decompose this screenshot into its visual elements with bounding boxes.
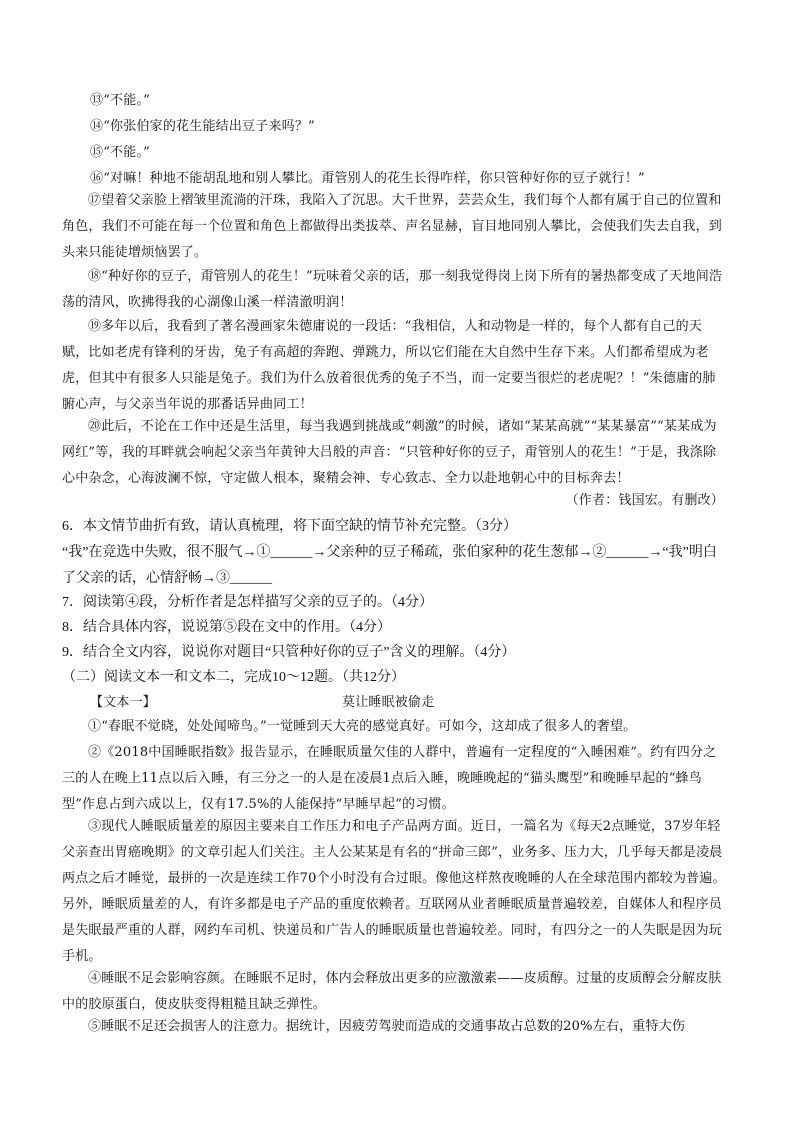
question-6-plot-chain: “我”在竞选中失败，很不服气→①______→父亲种的豆子稀疏，张伯家种的花生葱郁→②______→“我”明白了父亲的话，心情舒畅→③______: [62, 545, 717, 586]
paragraph-16: ⑯“对嘛！种地不能胡乱地和别人攀比。甭管别人的花生长得咋样，你只管种好你的豆子就行！”: [90, 171, 645, 186]
question-7: 7．阅读第④段，分析作者是怎样描写父亲的豆子的。（4分）: [62, 595, 433, 610]
text-1-paragraph-2: ②《2018中国睡眠指数》报告显示，在睡眠质量欠佳的人群中，普遍有一定程度的“入睡困难”。约有四分之三的人在晚上11点以后入睡，有三分之一的人是在凌晨1点后入睡，晚睡晚起的“猫头鹰型”和晚睡早起的“蜂鸟型”作息占到六成以上，仅有17.5%的人能保持“早睡早起”的习惯。: [62, 745, 717, 812]
text-1-paragraph-3: ③现代人睡眠质量差的原因主要来自工作压力和电子产品两方面。近日，一篇名为《每天2点睡觉，37岁年轻父亲查出胃癌晚期》的文章引起人们关注。主人公某某是有名的“拼命三郎”，业务多、压力大，几乎每天都是凌晨两点之后才睡觉，最拼的一次是连续工作70个小时没有合过眼。像他这样熬夜晚睡的人在全球范围内都较为普遍。另外，睡眠质量差的人，有许多都是电子产品的重度依赖者。互联网从业者睡眠质量普遍较差，自媒体人和程序员是失眠最严重的人群，网约车司机、快递员和广告人的睡眠质量也普遍较差。同时，有四分之一的人失眠是因为玩手机。: [62, 819, 726, 964]
paragraph-15: ⑮“不能。”: [90, 145, 150, 160]
section-2-heading: （二）阅读文本一和文本二，完成10～12题。（共12分）: [62, 670, 405, 685]
text-1-paragraph-4: ④睡眠不足会影响容颜。在睡眠不足时，体内会释放出更多的应激激素——皮质醇。过量的皮质醇会分解皮肤中的胶原蛋白，使皮肤变得粗糙且缺乏弹性。: [62, 971, 722, 1012]
paragraph-13: ⑬“不能。”: [90, 93, 150, 108]
paragraph-14: ⑭“你张伯家的花生能结出豆子来吗？”: [90, 119, 315, 134]
attribution: （作者：钱国宏。有删改）: [565, 493, 724, 508]
paragraph-18: ⑱“种好你的豆子，甭管别人的花生！”玩味着父亲的话，那一刻我觉得岗上岗下所有的暑热都变成了天地间浩荡的清风，吹拂得我的心湖像山溪一样清澈明润！: [62, 269, 723, 310]
paragraph-20: ⑳此后，不论在工作中还是生活里，每当我遇到挑战或“刺激”的时候，诸如“某某高就”“某某暴富”“某某成为网红”等，我的耳畔就会响起父亲当年黄钟大吕般的声音：“只管种好你的豆子，甭管别人的花生！”于是，我涤除心中杂念，心海波澜不惊，守定做人根本，聚精会神、专心致志、全力以赴地朝心中的目标奔去！: [62, 419, 717, 486]
text-1-paragraph-5: ⑤睡眠不足还会损害人的注意力。据统计，因疲劳驾驶而造成的交通事故占总数的20%左右，重特大伤: [88, 1019, 686, 1034]
paragraph-19: ⑲多年以后，我看到了著名漫画家朱德庸说的一段话：“我相信，人和动物是一样的，每个人都有自己的天赋，比如老虎有锋利的牙齿，兔子有高超的奔跑、弹跳力，所以它们能在大自然中生存下来。人们都希望成为老虎，但其中有很多人只能是兔子。我们为什么放着很优秀的兔子不当，而一定要当很烂的老虎呢？！”朱德庸的肺腑心声，与父亲当年说的那番话异曲同工！: [62, 319, 716, 412]
paragraph-17: ⑰望着父亲脸上褶皱里流淌的汗珠，我陷入了沉思。大千世界，芸芸众生，我们每个人都有属于自己的位置和角色，我们不可能在每一个位置和角色上都做得出类拔萃、声名显赫，盲目地同别人攀比，会使我们失去自我，到头来只能徒增烦恼罢了。: [62, 193, 723, 260]
text-1-title: 莫让睡眠被偷走: [342, 695, 435, 710]
question-8: 8．结合具体内容，说说第⑤段在文中的作用。（4分）: [62, 620, 391, 635]
text-1-paragraph-1: ①“春眠不觉晓，处处闻啼鸟。”一觉睡到天大亮的感觉真好。可如今，这却成了很多人的奢望。: [88, 719, 637, 734]
text-1-label: 【文本一】: [90, 695, 157, 710]
question-6-prompt: 6．本文情节曲折有致，请认真梳理，将下面空缺的情节补充完整。（3分）: [62, 519, 517, 534]
question-9: 9．结合全文内容，说说你对题目“只管种好你的豆子”含义的理解。（4分）: [62, 645, 516, 660]
